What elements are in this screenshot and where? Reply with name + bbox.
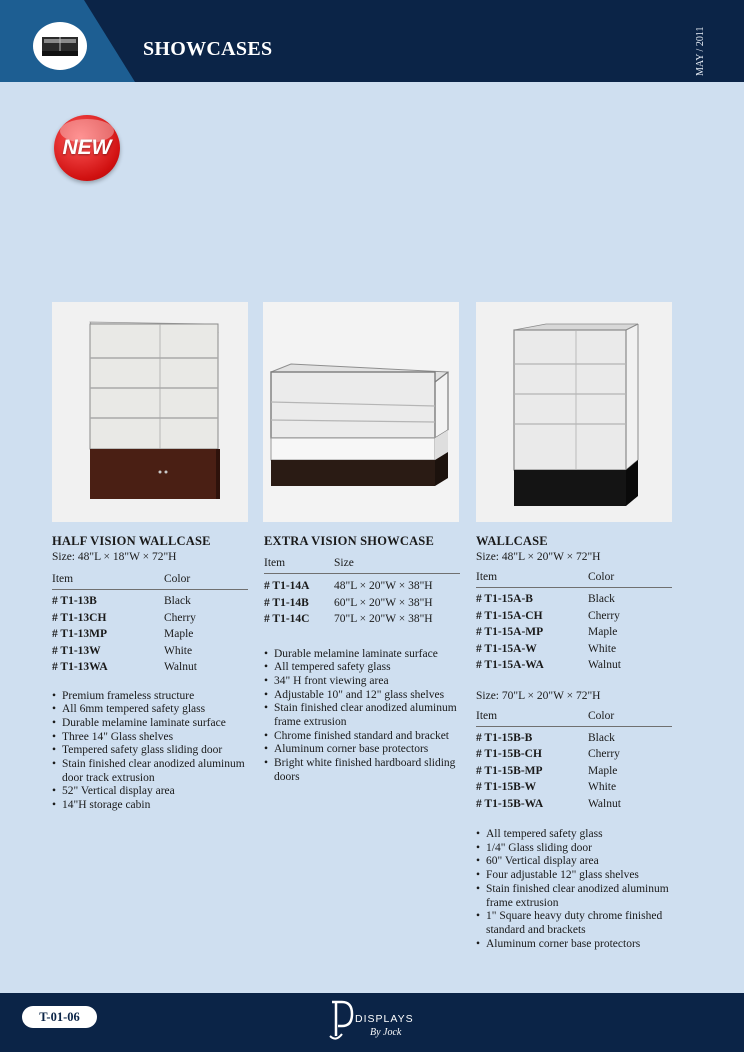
table-row — [476, 796, 672, 813]
item-column-header: Item — [52, 573, 74, 585]
wallcase-section — [476, 533, 672, 951]
new-badge-label: NEW — [62, 136, 112, 159]
feature-item: • 1/4" Glass sliding door — [476, 842, 672, 856]
item-value: Black — [588, 593, 615, 605]
feature-item: • Stain finished clear anodized aluminum frame extrusion — [264, 702, 460, 729]
page-code: T-01-06 — [22, 1006, 97, 1028]
item-code: # T1-13MP — [52, 628, 108, 640]
wallcase-photo — [476, 302, 672, 522]
item-table — [264, 578, 460, 628]
table-row — [52, 643, 248, 660]
item-code: # T1-15B-W — [476, 781, 537, 793]
feature-item: • All tempered safety glass — [476, 828, 672, 842]
item-code: # T1-15A-WA — [476, 659, 544, 671]
feature-item: • 14"H storage cabin — [52, 799, 248, 813]
table-row — [52, 659, 248, 676]
item-value: 70"L × 20"W × 38"H — [334, 613, 433, 625]
item-value: Cherry — [588, 609, 620, 622]
feature-item: • Aluminum corner base protectors — [476, 938, 672, 952]
item-value: Black — [164, 595, 191, 607]
feature-item: • Durable melamine laminate surface — [52, 717, 248, 731]
table-row — [264, 595, 460, 612]
item-code: # T1-15A-W — [476, 642, 537, 655]
feature-item: • Three 14" Glass shelves — [52, 731, 248, 745]
item-code: # T1-14B — [264, 596, 309, 609]
feature-item: • 1" Square heavy duty chrome finished standard and brackets — [476, 910, 672, 937]
item-code: # T1-13W — [52, 644, 101, 657]
item-value: White — [164, 644, 193, 657]
item-value: White — [588, 642, 617, 655]
table-row — [476, 624, 672, 641]
header-bar — [0, 0, 744, 82]
item-value: 60"L × 20"W × 38"H — [334, 596, 433, 609]
feature-list — [264, 648, 460, 785]
extra-vision-showcase-section — [264, 533, 460, 785]
item-table — [476, 730, 672, 813]
feature-item: • Chrome finished standard and bracket — [264, 730, 460, 744]
table-header — [52, 571, 248, 590]
table-header — [476, 708, 672, 727]
item-value: Walnut — [588, 659, 621, 671]
item-code: # T1-15B-MP — [476, 764, 543, 777]
feature-item: • All 6mm tempered safety glass — [52, 703, 248, 717]
item-code: # T1-15A-B — [476, 593, 533, 605]
item-value: Maple — [588, 626, 618, 638]
table-row — [476, 591, 672, 608]
feature-list — [52, 690, 248, 813]
table-row — [476, 608, 672, 625]
item-code: # T1-14A — [264, 580, 310, 592]
item-code: # T1-13WA — [52, 661, 108, 673]
item-column-header: Item — [476, 571, 498, 583]
item-value: Walnut — [588, 797, 621, 810]
product-size: Size: 48"L × 20"W × 72"H — [476, 551, 601, 563]
new-badge — [54, 115, 120, 181]
table-row — [52, 610, 248, 627]
product-title: WALLCASE — [476, 534, 548, 548]
issue-date: MAY / 2011 — [695, 26, 706, 76]
feature-item: • All tempered safety glass — [264, 661, 460, 675]
item-column-header: Item — [264, 557, 286, 569]
item-column-header: Item — [476, 709, 498, 722]
logo-wordmark: DISPLAYS — [355, 1013, 414, 1025]
item-code: # T1-13CH — [52, 611, 107, 624]
item-code: # T1-14C — [264, 613, 310, 625]
table-row — [52, 626, 248, 643]
feature-item: • Stain finished clear anodized aluminum frame extrusion — [476, 883, 672, 910]
item-code: # T1-15B-CH — [476, 748, 542, 760]
table-row — [52, 593, 248, 610]
item-code: # T1-13B — [52, 595, 97, 607]
table-row — [476, 763, 672, 780]
product-title: HALF VISION WALLCASE — [52, 534, 211, 548]
feature-item: • 60" Vertical display area — [476, 855, 672, 869]
extra-vision-showcase-photo — [263, 302, 459, 522]
feature-item: • Bright white finished hardboard sliding doors — [264, 757, 460, 784]
item-value: 48"L × 20"W × 38"H — [334, 580, 433, 592]
table-row — [476, 641, 672, 658]
half-vision-wallcase-photo — [52, 302, 248, 522]
color-column-header: Color — [164, 573, 191, 585]
feature-item: • 34" H front viewing area — [264, 675, 460, 689]
item-code: # T1-15A-MP — [476, 626, 544, 638]
table-row — [476, 730, 672, 747]
feature-item: • Stain finished clear anodized aluminum door track extrusion — [52, 758, 248, 785]
item-table — [476, 591, 672, 674]
logo-byline: By Jock — [370, 1027, 402, 1038]
feature-item: • Premium frameless structure — [52, 690, 248, 704]
half-vision-wallcase-section — [52, 533, 248, 813]
feature-item: • Adjustable 10" and 12" glass shelves — [264, 689, 460, 703]
item-value: Black — [588, 731, 615, 744]
item-code: # T1-15B-WA — [476, 797, 544, 810]
item-table — [52, 593, 248, 676]
item-value: Maple — [164, 628, 194, 640]
feature-item: • Four adjustable 12" glass shelves — [476, 869, 672, 883]
displays-logo — [326, 996, 426, 1044]
feature-item: • Tempered safety glass sliding door — [52, 744, 248, 758]
page-title: SHOWCASES — [143, 38, 273, 60]
table-row — [264, 578, 460, 595]
item-value: Maple — [588, 764, 618, 777]
table-row — [476, 657, 672, 674]
feature-item: • Aluminum corner base protectors — [264, 743, 460, 757]
item-code: # T1-15B-B — [476, 731, 533, 744]
color-column-header: Color — [588, 709, 615, 722]
showcase-icon — [33, 22, 87, 70]
table-header — [476, 569, 672, 588]
product-size: Size: 70"L × 20"W × 72"H — [476, 689, 601, 702]
item-value: White — [588, 781, 617, 793]
feature-item: • Durable melamine laminate surface — [264, 648, 460, 662]
item-value: Cherry — [588, 748, 620, 760]
table-row — [476, 779, 672, 796]
product-title: EXTRA VISION SHOWCASE — [264, 534, 434, 548]
feature-item: • 52" Vertical display area — [52, 785, 248, 799]
size-column-header: Size — [334, 557, 354, 569]
logo-mark-icon — [326, 996, 356, 1042]
feature-list — [476, 828, 672, 951]
table-row — [264, 611, 460, 628]
item-value: Walnut — [164, 661, 197, 673]
product-size: Size: 48"L × 18"W × 72"H — [52, 551, 177, 563]
table-header — [264, 555, 460, 574]
table-row — [476, 746, 672, 763]
item-value: Cherry — [164, 611, 196, 624]
color-column-header: Color — [588, 571, 615, 583]
item-code: # T1-15A-CH — [476, 609, 543, 622]
